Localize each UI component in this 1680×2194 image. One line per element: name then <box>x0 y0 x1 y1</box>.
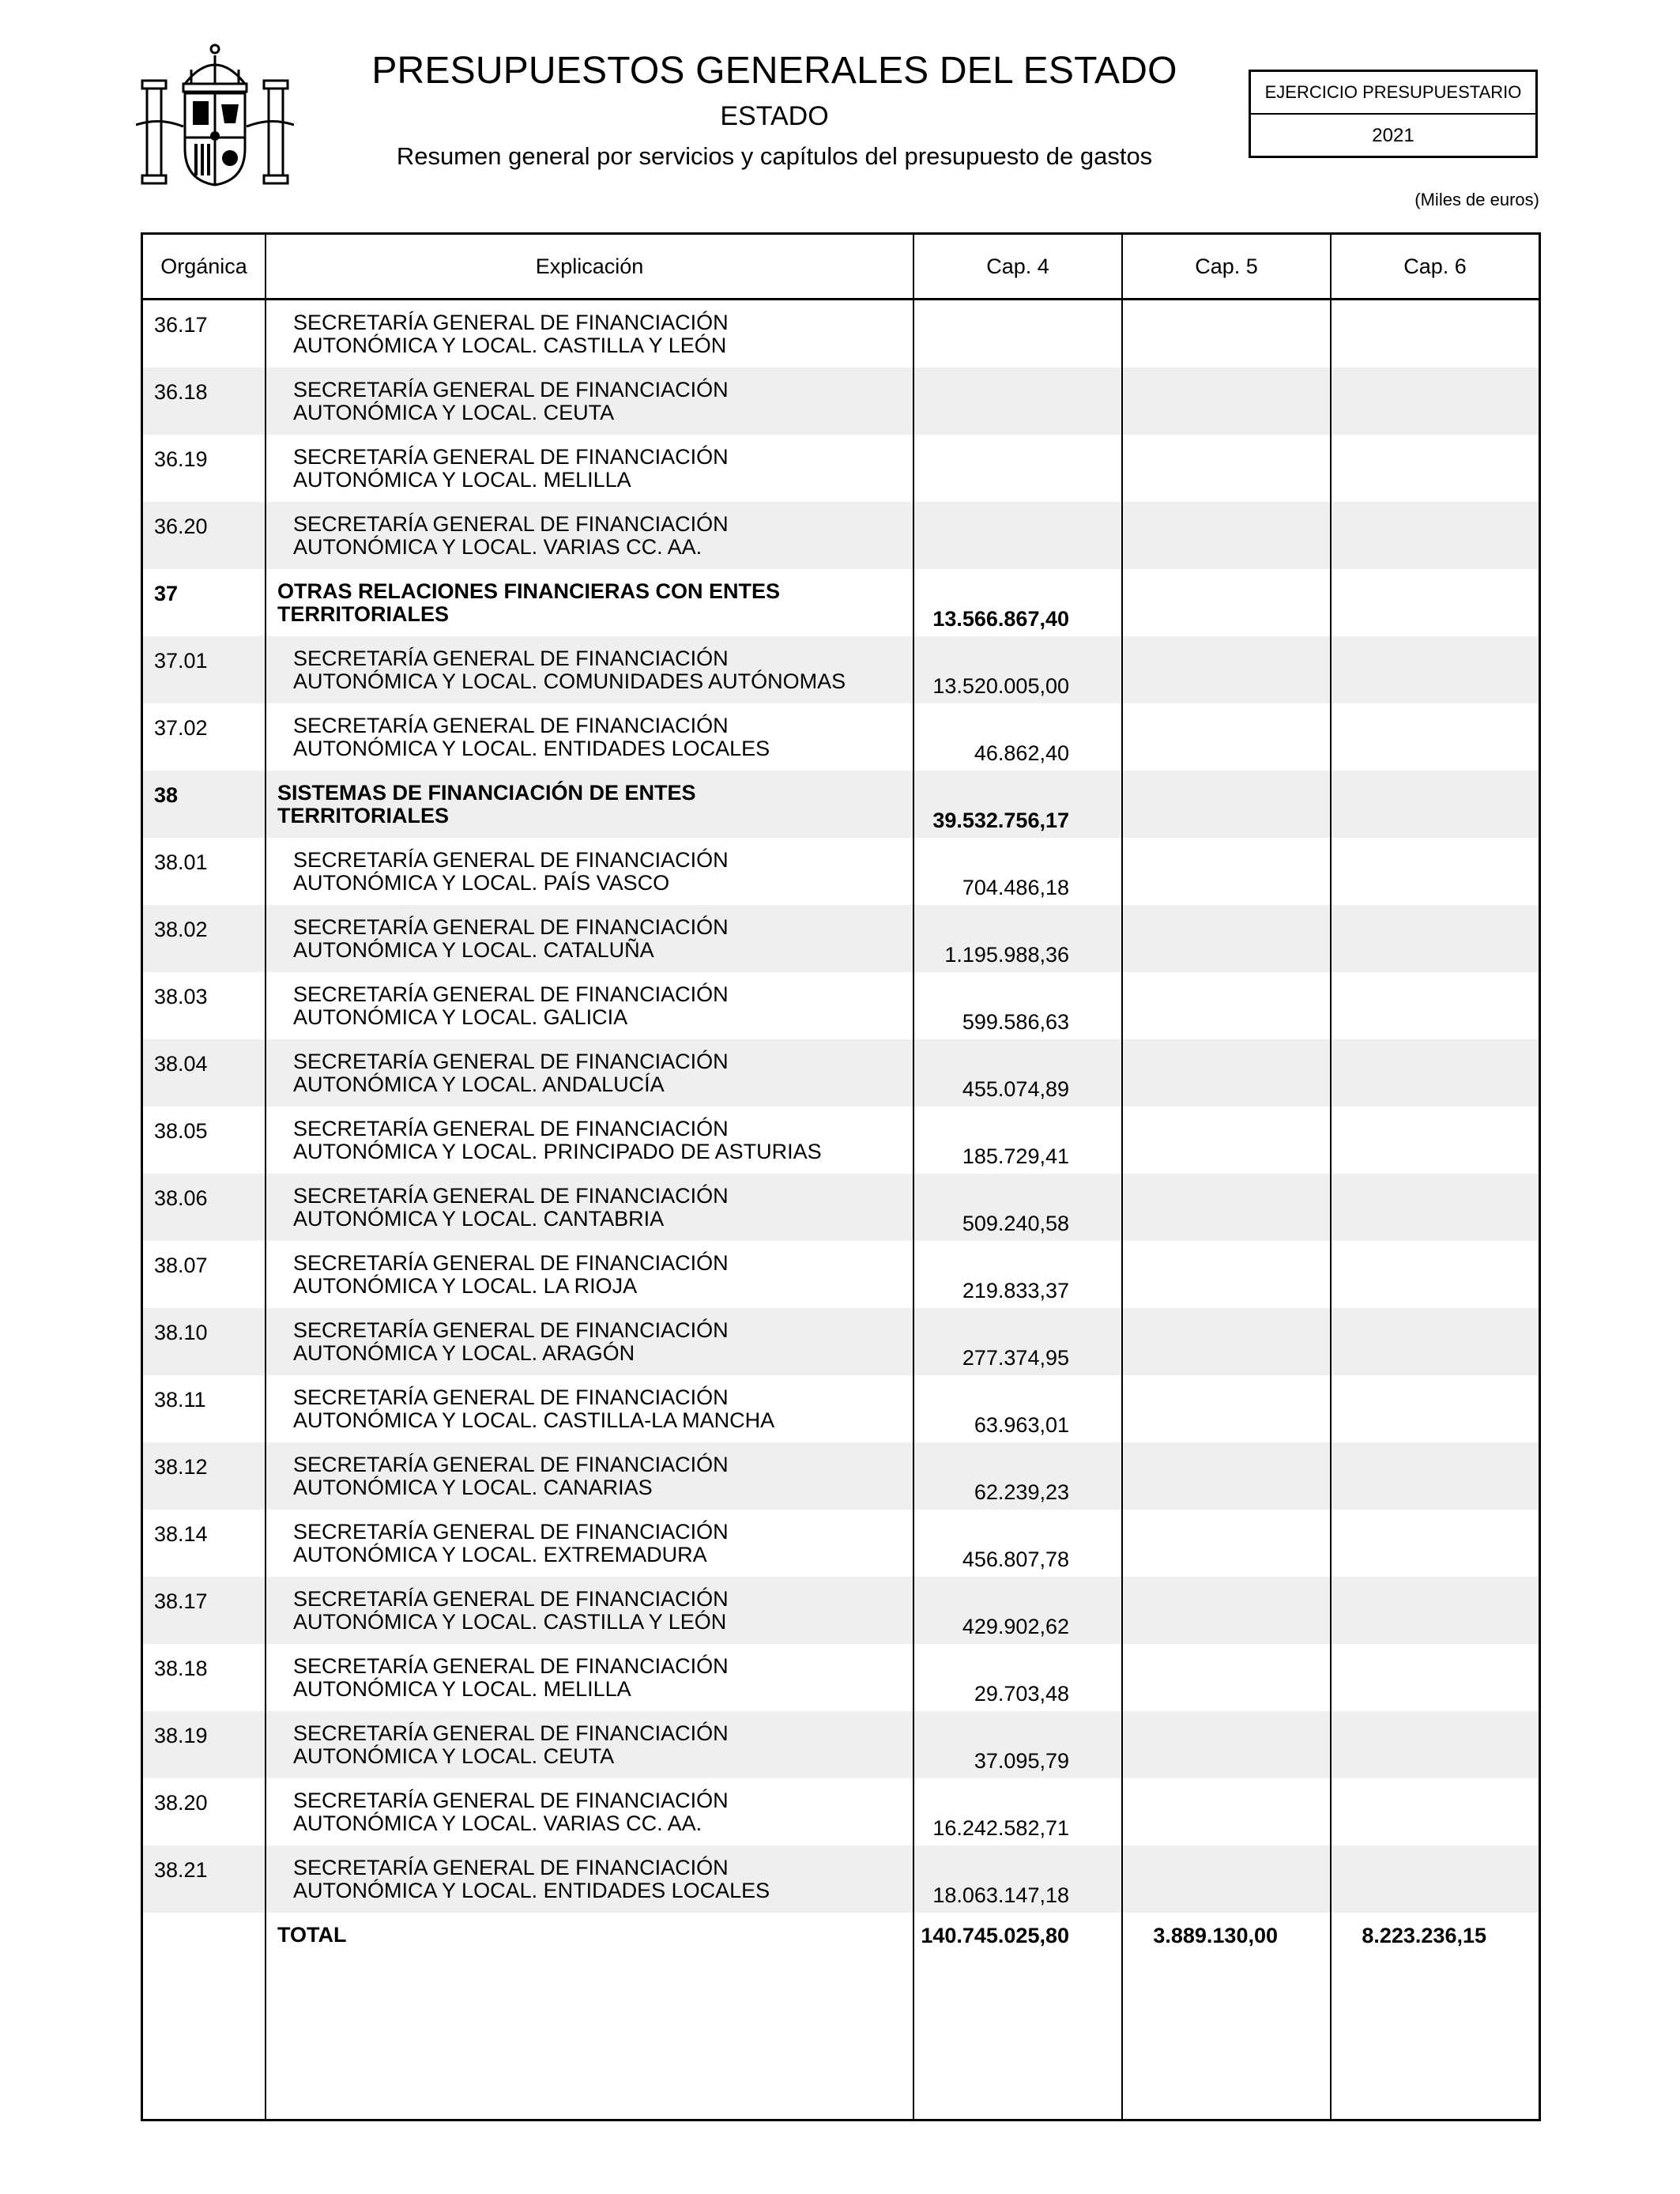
organica-code: 37.01 <box>154 649 208 673</box>
organica-code: 38.07 <box>154 1253 208 1277</box>
organica-code: 38.20 <box>154 1791 208 1815</box>
organica-code: 38.14 <box>154 1522 208 1546</box>
budget-table <box>141 232 1541 2121</box>
organica-code: 38.18 <box>154 1657 208 1680</box>
explicacion-line1: SECRETARÍA GENERAL DE FINANCIACIÓN <box>293 1050 729 1073</box>
explicacion-line2: AUTONÓMICA Y LOCAL. LA RIOJA <box>293 1274 638 1298</box>
explicacion-line1: SECRETARÍA GENERAL DE FINANCIACIÓN <box>293 647 729 670</box>
explicacion-line1: SECRETARÍA GENERAL DE FINANCIACIÓN <box>293 982 729 1006</box>
explicacion <box>293 1050 933 1096</box>
organica-code: 36.18 <box>154 380 208 404</box>
coat-of-arms-icon <box>136 38 294 193</box>
explicacion-line1: SECRETARÍA GENERAL DE FINANCIACIÓN <box>293 1184 729 1208</box>
organica-code: 38.04 <box>154 1052 208 1076</box>
total-cap6: 8.223.236,15 <box>1362 1924 1486 1947</box>
explicacion-line2: AUTONÓMICA Y LOCAL. VARIAS CC. AA. <box>293 535 703 559</box>
cap4-value: 62.239,23 <box>974 1480 1069 1504</box>
explicacion-line1: SECRETARÍA GENERAL DE FINANCIACIÓN <box>293 512 729 536</box>
cap4-value: 455.074,89 <box>962 1077 1069 1101</box>
cap4-value: 704.486,18 <box>962 876 1069 899</box>
explicacion-line1: SECRETARÍA GENERAL DE FINANCIACIÓN <box>293 1721 729 1745</box>
explicacion-line1: SECRETARÍA GENERAL DE FINANCIACIÓN <box>293 378 729 401</box>
cap4-value: 277.374,95 <box>962 1346 1069 1370</box>
organica-code: 37.02 <box>154 716 208 740</box>
explicacion <box>293 311 933 357</box>
cap4-value: 13.520.005,00 <box>932 674 1069 698</box>
explicacion <box>293 849 933 895</box>
explicacion-line1: SECRETARÍA GENERAL DE FINANCIACIÓN <box>293 848 729 872</box>
explicacion-line2: AUTONÓMICA Y LOCAL. PAÍS VASCO <box>293 871 670 895</box>
cap4-value: 429.902,62 <box>962 1615 1069 1638</box>
explicacion <box>293 513 933 559</box>
explicacion-line2: TERRITORIALES <box>277 804 450 827</box>
cap4-value: 37.095,79 <box>974 1749 1069 1773</box>
explicacion-line2: AUTONÓMICA Y LOCAL. CATALUÑA <box>293 938 654 962</box>
column-divider <box>1330 235 1332 2119</box>
explicacion <box>293 916 933 962</box>
explicacion-line2: TERRITORIALES <box>277 602 450 626</box>
units-note: (Miles de euros) <box>1414 190 1539 209</box>
explicacion <box>293 1118 933 1163</box>
cap4-value: 39.532.756,17 <box>932 809 1069 832</box>
explicacion-line2: AUTONÓMICA Y LOCAL. COMUNIDADES AUTÓNOMAS <box>293 669 846 693</box>
explicacion-line1: SECRETARÍA GENERAL DE FINANCIACIÓN <box>293 714 729 737</box>
explicacion-line1: SECRETARÍA GENERAL DE FINANCIACIÓN <box>293 1453 729 1476</box>
cap4-value: 185.729,41 <box>962 1144 1069 1168</box>
page-description: Resumen general por servicios y capítulos del presupuesto de gastos <box>396 142 1153 170</box>
explicacion-line1: SECRETARÍA GENERAL DE FINANCIACIÓN <box>293 1856 729 1879</box>
explicacion-line1: SISTEMAS DE FINANCIACIÓN DE ENTES <box>277 781 696 805</box>
explicacion-line1: SECRETARÍA GENERAL DE FINANCIACIÓN <box>293 445 729 469</box>
organica-code: 37 <box>154 582 179 605</box>
explicacion <box>293 1722 933 1768</box>
ejercicio-label: EJERCICIO PRESUPUESTARIO <box>1251 72 1535 115</box>
explicacion <box>293 1386 933 1432</box>
explicacion <box>293 446 933 492</box>
explicacion <box>293 1185 933 1231</box>
organica-code: 38.06 <box>154 1186 208 1210</box>
organica-code: 38.10 <box>154 1321 208 1344</box>
column-divider <box>913 235 914 2119</box>
explicacion-line2: AUTONÓMICA Y LOCAL. VARIAS CC. AA. <box>293 1811 703 1835</box>
explicacion <box>293 1453 933 1499</box>
organica-code: 36.20 <box>154 515 208 538</box>
explicacion-line1: SECRETARÍA GENERAL DE FINANCIACIÓN <box>293 915 729 939</box>
explicacion-line1: SECRETARÍA GENERAL DE FINANCIACIÓN <box>293 1654 729 1678</box>
explicacion-line2: AUTONÓMICA Y LOCAL. GALICIA <box>293 1005 628 1029</box>
header-cap6: Cap. 6 <box>1403 254 1467 278</box>
organica-code: 38 <box>154 783 179 807</box>
column-divider <box>265 235 266 2119</box>
cap4-value: 16.242.582,71 <box>932 1816 1069 1840</box>
explicacion-line1: OTRAS RELACIONES FINANCIERAS CON ENTES <box>277 579 781 603</box>
explicacion-line1: SECRETARÍA GENERAL DE FINANCIACIÓN <box>293 1520 729 1544</box>
explicacion <box>277 580 917 626</box>
explicacion <box>293 1857 933 1902</box>
explicacion-line1: SECRETARÍA GENERAL DE FINANCIACIÓN <box>293 1251 729 1275</box>
column-divider <box>1121 235 1123 2119</box>
explicacion-line1: SECRETARÍA GENERAL DE FINANCIACIÓN <box>293 1789 729 1812</box>
header-organica: Orgánica <box>160 254 247 278</box>
organica-code: 38.17 <box>154 1589 208 1613</box>
ejercicio-box <box>1249 70 1538 158</box>
explicacion-line2: AUTONÓMICA Y LOCAL. CANTABRIA <box>293 1207 665 1231</box>
organica-code: 38.05 <box>154 1119 208 1143</box>
cap4-value: 13.566.867,40 <box>932 607 1069 631</box>
explicacion-line2: AUTONÓMICA Y LOCAL. ARAGÓN <box>293 1341 635 1365</box>
cap4-value: 1.195.988,36 <box>944 943 1069 967</box>
page-title: PRESUPUESTOS GENERALES DEL ESTADO <box>371 50 1177 92</box>
explicacion-line2: AUTONÓMICA Y LOCAL. CASTILLA Y LEÓN <box>293 334 727 357</box>
explicacion-line2: AUTONÓMICA Y LOCAL. CEUTA <box>293 401 615 424</box>
explicacion <box>293 1521 933 1566</box>
explicacion <box>293 647 933 693</box>
organica-code: 38.02 <box>154 918 208 941</box>
header-explicacion: Explicación <box>535 254 644 278</box>
total-label: TOTAL <box>277 1923 347 1947</box>
explicacion-line1: SECRETARÍA GENERAL DE FINANCIACIÓN <box>293 1385 729 1409</box>
cap4-value: 18.063.147,18 <box>932 1883 1069 1907</box>
organica-code: 38.11 <box>154 1388 206 1412</box>
explicacion-line2: AUTONÓMICA Y LOCAL. EXTREMADURA <box>293 1543 707 1566</box>
explicacion-line1: SECRETARÍA GENERAL DE FINANCIACIÓN <box>293 1587 729 1611</box>
explicacion-line2: AUTONÓMICA Y LOCAL. CASTILLA Y LEÓN <box>293 1610 727 1634</box>
cap4-value: 63.963,01 <box>974 1413 1069 1437</box>
explicacion <box>277 782 917 827</box>
header-cap5: Cap. 5 <box>1195 254 1258 278</box>
organica-code: 38.12 <box>154 1455 208 1479</box>
explicacion <box>293 1655 933 1701</box>
explicacion <box>293 714 933 760</box>
cap4-value: 219.833,37 <box>962 1279 1069 1302</box>
cap4-value: 456.807,78 <box>962 1547 1069 1571</box>
explicacion-line2: AUTONÓMICA Y LOCAL. ANDALUCÍA <box>293 1072 665 1096</box>
header-cap4: Cap. 4 <box>986 254 1049 278</box>
organica-code: 36.19 <box>154 447 208 471</box>
organica-code: 38.21 <box>154 1858 208 1882</box>
ejercicio-year: 2021 <box>1372 125 1414 146</box>
explicacion-line1: SECRETARÍA GENERAL DE FINANCIACIÓN <box>293 1117 729 1140</box>
explicacion <box>293 1252 933 1298</box>
explicacion-line2: AUTONÓMICA Y LOCAL. CASTILLA-LA MANCHA <box>293 1408 775 1432</box>
cap4-value: 509.240,58 <box>962 1212 1069 1235</box>
explicacion <box>293 379 933 424</box>
page-subtitle: ESTADO <box>720 101 829 131</box>
explicacion <box>293 1319 933 1365</box>
explicacion-line2: AUTONÓMICA Y LOCAL. MELILLA <box>293 468 631 492</box>
organica-code: 38.01 <box>154 850 208 874</box>
cap4-value: 46.862,40 <box>974 741 1069 765</box>
organica-code: 36.17 <box>154 313 208 337</box>
explicacion <box>293 1588 933 1634</box>
explicacion-line2: AUTONÓMICA Y LOCAL. CEUTA <box>293 1744 615 1768</box>
explicacion-line2: AUTONÓMICA Y LOCAL. CANARIAS <box>293 1476 653 1499</box>
explicacion <box>293 983 933 1029</box>
explicacion <box>293 1789 933 1835</box>
explicacion-line2: AUTONÓMICA Y LOCAL. PRINCIPADO DE ASTURIAS <box>293 1140 822 1163</box>
total-cap4: 140.745.025,80 <box>921 1924 1069 1947</box>
cap4-value: 599.586,63 <box>962 1010 1069 1034</box>
explicacion-line2: AUTONÓMICA Y LOCAL. ENTIDADES LOCALES <box>293 1879 770 1902</box>
total-cap5: 3.889.130,00 <box>1153 1924 1278 1947</box>
explicacion-line2: AUTONÓMICA Y LOCAL. ENTIDADES LOCALES <box>293 737 770 760</box>
organica-code: 38.03 <box>154 985 208 1008</box>
organica-code: 38.19 <box>154 1724 208 1747</box>
explicacion-line1: SECRETARÍA GENERAL DE FINANCIACIÓN <box>293 1318 729 1342</box>
explicacion-line1: SECRETARÍA GENERAL DE FINANCIACIÓN <box>293 311 729 334</box>
cap4-value: 29.703,48 <box>974 1682 1069 1706</box>
explicacion-line2: AUTONÓMICA Y LOCAL. MELILLA <box>293 1677 631 1701</box>
